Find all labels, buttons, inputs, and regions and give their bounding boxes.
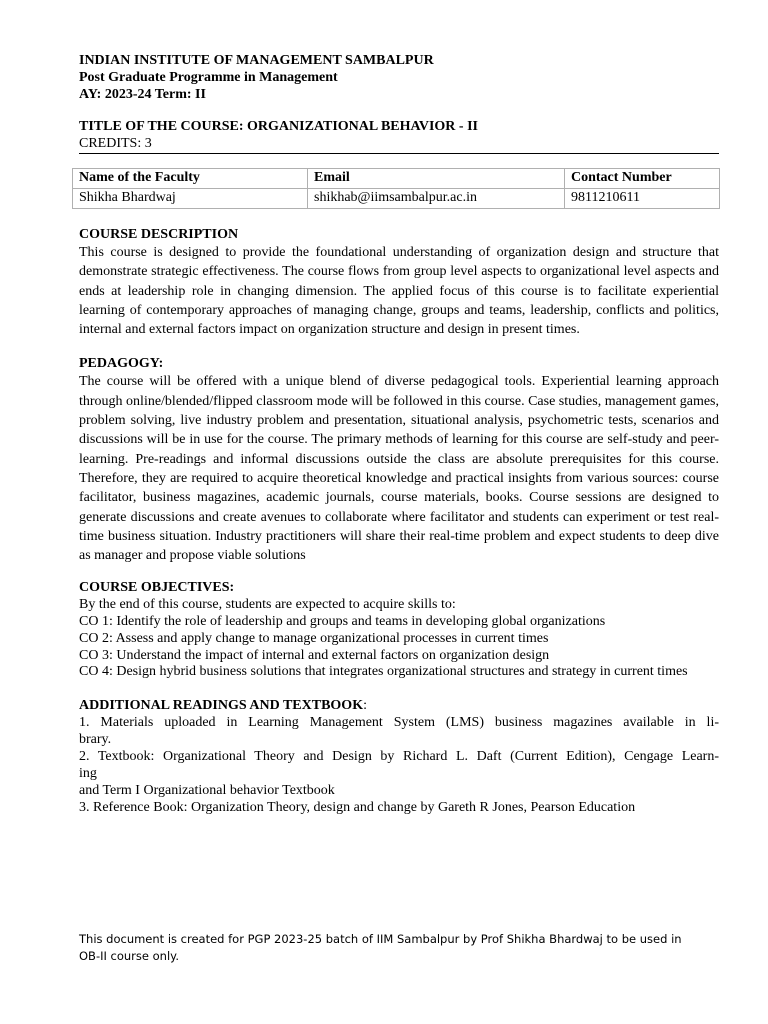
course-description-title: COURSE DESCRIPTION xyxy=(79,227,239,242)
pedagogy-section xyxy=(79,355,719,565)
pedagogy-text: The course will be offered with a unique blend of diverse pedagogical tools. Experiential learning approach through online/blended/flipped classroom mode will be followed in this course. Case studies, management games, problem solving, live industry problem and presentation, situational analysis, psychometric tests, scenarios and discussions will be in use for the course. The primary methods of learning for this course are self-study and peer-learning. Pre-readings and informal discussions outside the class are absolute prerequisites for this course. Therefore, they are required to acquire theoretical knowledge and practical insights from various sources: course facilitator, business magazines, academic journals, course materials, books. Course sessions are designed to generate discussions and create avenues to collaborate where facilitator and students can experiment or test real-time business situation. Industry practitioners will share their real-time problem and expect students to deep dive as manager and propose viable solutions xyxy=(79,374,719,564)
document-footer xyxy=(79,931,719,965)
header-faculty-name: Name of the Faculty xyxy=(73,169,308,189)
course-description-section xyxy=(79,226,719,339)
reading-item-1-line-1: 1. Materials uploaded in Learning Management System (LMS) business magazines available in li- xyxy=(79,715,719,731)
readings-title: ADDITIONAL READINGS AND TEXTBOOK xyxy=(79,698,364,714)
course-objectives-section xyxy=(79,580,719,681)
course-title: TITLE OF THE COURSE: ORGANIZATIONAL BEHAVIOR - II xyxy=(79,119,478,134)
pedagogy-title: PEDAGOGY: xyxy=(79,356,164,372)
reading-item-3: 3. Reference Book: Organization Theory, design and change by Gareth R Jones, Pearson Education xyxy=(79,800,636,816)
course-objectives-intro: By the end of this course, students are expected to acquire skills to: xyxy=(79,597,456,613)
course-objectives-title: COURSE OBJECTIVES: xyxy=(79,580,235,596)
header-contact-number: Contact Number xyxy=(565,169,720,189)
footer-line-1: This document is created for PGP 2023-25 batch of IIM Sambalpur by Prof Shikha Bhardwaj to be used in xyxy=(79,932,682,946)
course-title-block xyxy=(79,118,719,154)
document-page xyxy=(79,52,719,816)
reading-item-1-line-2: brary. xyxy=(79,732,112,748)
list-item: CO 4: Design hybrid business solutions that integrates organizational structures and strategy in current times xyxy=(79,664,688,680)
programme-name: Post Graduate Programme in Management xyxy=(79,70,338,85)
faculty-email[interactable]: shikhab@iimsambalpur.ac.in xyxy=(308,189,565,209)
document-header xyxy=(79,52,719,103)
academic-term: AY: 2023-24 Term: II xyxy=(79,87,206,102)
table-row xyxy=(73,189,720,209)
course-credits: CREDITS: 3 xyxy=(79,136,152,151)
list-item: CO 1: Identify the role of leadership and groups and teams in developing global organizations xyxy=(79,614,606,630)
reading-item-2-line-2: ing xyxy=(79,766,97,782)
course-description-text: This course is designed to provide the foundational understanding of organization design and structure that demonstrate strategic effectiveness. The course flows from group level aspects to organizational level aspects and ends at leadership role in changing dimension. The applied focus of this course is to facilitate experiential learning of contemporary approaches of managing change, groups and teams, leadership, conflicts and politics, internal and external factors impact on organization structure and design in present times. xyxy=(79,245,719,338)
list-item: CO 2: Assess and apply change to manage organizational processes in current times xyxy=(79,630,549,646)
faculty-name: Shikha Bhardwaj xyxy=(73,189,308,209)
readings-title-colon: : xyxy=(363,698,367,714)
reading-item-2-line-1: 2. Textbook: Organizational Theory and Design by Richard L. Daft (Current Edition), Cengage Learn- xyxy=(79,749,719,765)
faculty-table-header-row xyxy=(73,169,720,189)
list-item: CO 3: Understand the impact of internal and external factors on organization design xyxy=(79,647,550,663)
reading-item-2-line-3: and Term I Organizational behavior Textbook xyxy=(79,783,335,799)
readings-heading xyxy=(79,697,719,714)
faculty-table xyxy=(72,168,720,209)
readings-section xyxy=(79,697,719,816)
faculty-contact: 9811210611 xyxy=(565,189,720,209)
institute-name: INDIAN INSTITUTE OF MANAGEMENT SAMBALPUR xyxy=(79,53,434,68)
footer-line-2: OB-II course only. xyxy=(79,949,179,963)
header-email: Email xyxy=(308,169,565,189)
